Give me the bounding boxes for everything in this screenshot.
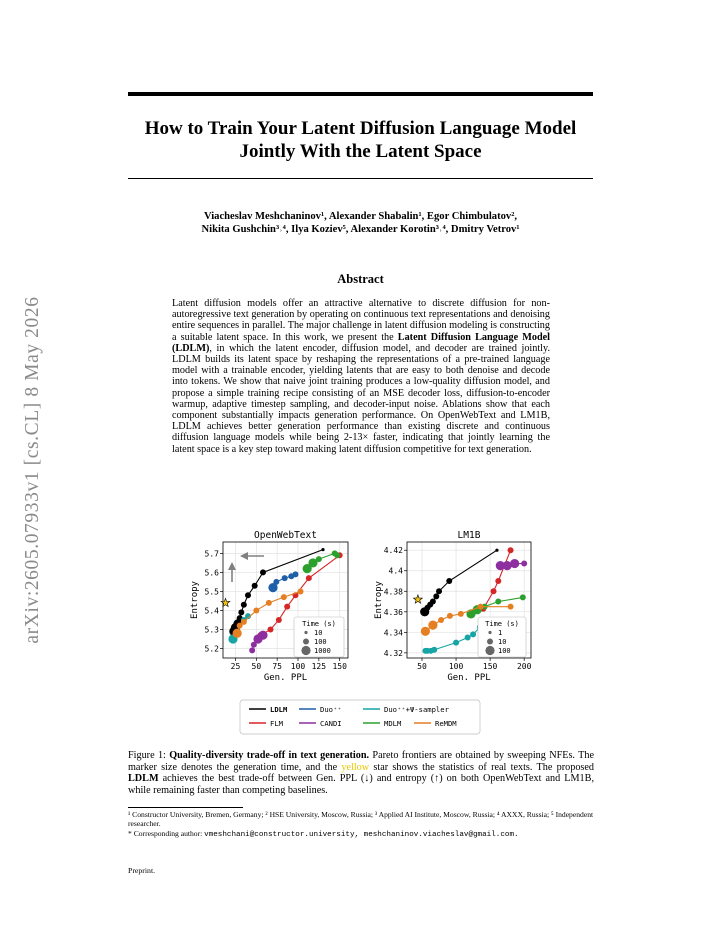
x-tick-label: 150 [482,662,498,671]
x-tick-label: 100 [290,662,306,671]
y-tick-label: 4.38 [383,587,403,597]
data-point [253,607,259,613]
caption-text-2: star shows the statistics of real texts. The proposed [369,761,594,773]
arxiv-identifier-text: arXiv:2605.07933v1 [cs.CL] 8 May 2026 [22,296,43,644]
data-point [252,583,258,589]
reference-star-icon [221,598,230,606]
data-point [241,619,247,625]
time-legend-entry: 1000 [314,647,331,655]
chart-title: LM1B [457,530,481,541]
authors-line-1: Viacheslav Meshchaninov¹, Alexander Shabalin¹, Egor Chimbulatov², [203,211,518,222]
data-point [321,548,324,551]
arrow-up-head-icon [228,562,236,570]
data-point [465,634,471,640]
data-point [438,617,444,623]
data-point [421,627,430,636]
data-point [508,604,514,610]
abstract-text-1: Latent diffusion models offer an attractive alternative to discrete diffusion for non-autoregressive text generation by operating on continuous text representations and denoising entire sequences in parallel. The major challenge in latent diffusion modeling is constructing a suitable latent space. In this work, we present the [172,298,550,343]
x-tick-label: 50 [417,662,427,671]
caption-yellow-word: yellow [341,761,370,773]
legend-entry: FLM [270,719,283,728]
data-point [491,588,497,594]
legend-entry: Duo⁺⁺ [320,705,342,714]
chart-title: OpenWebText [254,530,317,541]
chart-lm1b [374,530,532,683]
data-point [495,549,498,552]
data-point [334,552,340,558]
data-point [273,579,279,585]
chart-openwebtext [190,530,348,683]
x-tick-label: 75 [272,662,282,671]
time-legend-marker [303,639,309,645]
caption-text-1: Pareto frontiers are obtained by sweeping NFEs. The marker size denotes the generation time, and the [128,750,594,773]
caption-text-3: achieves the best trade-off between Gen. PPL (↓) and entropy (↑) on both OpenWebText and LM1B, while remaining faster than competing baselines. [128,773,594,796]
legend-entry: Duo⁺⁺+Ψ-sampler [384,705,449,714]
data-point [478,604,484,610]
y-tick-label: 4.4 [388,566,403,576]
time-legend-entry: 100 [498,647,511,655]
data-point [453,640,459,646]
preprint-label: Preprint. [128,866,156,875]
data-point [470,631,476,637]
caption-label: Figure 1: [128,750,170,761]
time-legend-marker [485,646,494,655]
data-point [281,594,287,600]
data-point [458,611,464,617]
time-legend-title: Time (s) [302,620,336,628]
time-legend-entry: 1 [498,629,503,637]
data-point [495,578,501,584]
data-point [233,629,242,638]
data-point [238,609,244,615]
y-tick-label: 4.36 [383,607,403,617]
time-legend-entry: 10 [498,638,507,646]
abstract-text-2: , in which the latent encoder, diffusion model, and decoder are trained jointly. LDLM builds its latent space by reshaping the representations of a pre-trained language model with a trainable encoder, yielding latents that are easy to both denoise and decode into tokens. We show that naive joint training produces a low-quality diffusion model, and propose a simple training recipe consisting of an MSE decoder loss, diffusion-to-encoder warmup, adaptive timestep sampling, and decoder-input noise. Ablations show that each component substantially impacts generation performance. On OpenWebText and LM1B, LDLM achieves better generation performance than existing discrete and continuous diffusion language models while being 2-13× faster, indicating that jointly learning the latent space is a key step toward making latent diffusion competitive for text generation. [172,342,550,455]
y-axis-label: Entropy [190,581,200,619]
y-tick-label: 5.5 [204,587,219,597]
footnote-rule [128,807,243,808]
authors-line-2: Nikita Gushchin³˒⁴, Ilya Koziev⁵, Alexander Korotin³˒⁴, Dmitry Vetrov¹ [201,224,520,235]
footnote-corresponding [128,829,594,840]
corresponding-label: * Corresponding author: [128,828,205,838]
time-legend-marker [487,639,493,645]
legend-entry: LDLM [270,705,288,714]
x-axis-label: Gen. PPL [447,673,491,683]
x-tick-label: 25 [230,662,241,671]
time-legend-entry: 10 [314,629,323,637]
x-tick-label: 150 [332,662,347,671]
y-axis-label: Entropy [374,581,384,619]
time-legend-entry: 100 [314,638,327,646]
abstract-bold-term: Latent Diffusion Language Model (LDLM) [172,331,550,354]
y-tick-label: 5.6 [204,568,219,578]
time-legend-title: Time (s) [485,620,519,628]
y-tick-label: 4.34 [383,628,403,638]
x-tick-label: 50 [251,662,262,671]
time-legend-marker [304,631,307,634]
reference-star-icon [414,595,423,603]
data-point [258,631,267,640]
y-tick-label: 5.7 [204,549,219,559]
data-point [428,621,437,630]
data-point [436,588,442,594]
data-point [508,547,514,553]
data-point [521,561,527,567]
y-tick-label: 5.3 [204,625,219,635]
data-point [245,592,251,598]
legend-entry: CANDI [320,719,342,728]
time-legend-marker [301,646,310,655]
time-legend-marker [488,631,491,634]
data-point [268,626,274,632]
data-point [433,593,439,599]
data-point [276,617,282,623]
data-point [260,569,266,575]
caption-title: Quality-diversity trade-off in text generation. [169,750,370,761]
y-tick-label: 4.32 [383,648,403,658]
figure-caption [128,750,594,796]
data-point [520,594,526,600]
paper-title: How to Train Your Latent Diffusion Language Model Jointly With the Latent Space [144,118,577,162]
series-legend [240,700,480,734]
corresponding-email: vmeshchani@constructor.university, meshchaninov.viacheslav@gmail.com. [204,830,519,839]
x-tick-label: 125 [311,662,327,671]
footnote-affiliations: ¹ Constructor University, Bremen, Germany; ² HSE University, Moscow, Russia; ³ Applied AI Institute, Moscow, Russia; ⁴ AXXX, Russia; ⁵ Independent researcher. [128,810,594,829]
data-point [446,578,452,584]
data-point [241,602,247,608]
x-axis-label: Gen. PPL [263,673,308,683]
data-point [510,559,519,568]
legend-entry: MDLM [384,719,402,728]
data-point [430,599,436,605]
data-point [447,613,453,619]
y-tick-label: 5.4 [204,606,219,616]
data-point [495,599,501,605]
footnotes [128,810,594,840]
data-point [431,647,437,653]
abstract-heading: Abstract [337,272,384,286]
data-point [316,556,322,562]
data-point [284,604,290,610]
x-tick-label: 200 [516,662,532,671]
y-tick-label: 4.42 [383,546,403,556]
caption-ldlm: LDLM [128,773,159,785]
data-point [306,575,312,581]
data-point [282,575,288,581]
data-point [298,588,304,594]
y-tick-label: 5.2 [204,644,219,654]
legend-entry: ReMDM [435,719,457,728]
data-point [249,647,255,653]
x-tick-label: 100 [448,662,464,671]
data-point [293,571,299,577]
data-point [266,600,272,606]
